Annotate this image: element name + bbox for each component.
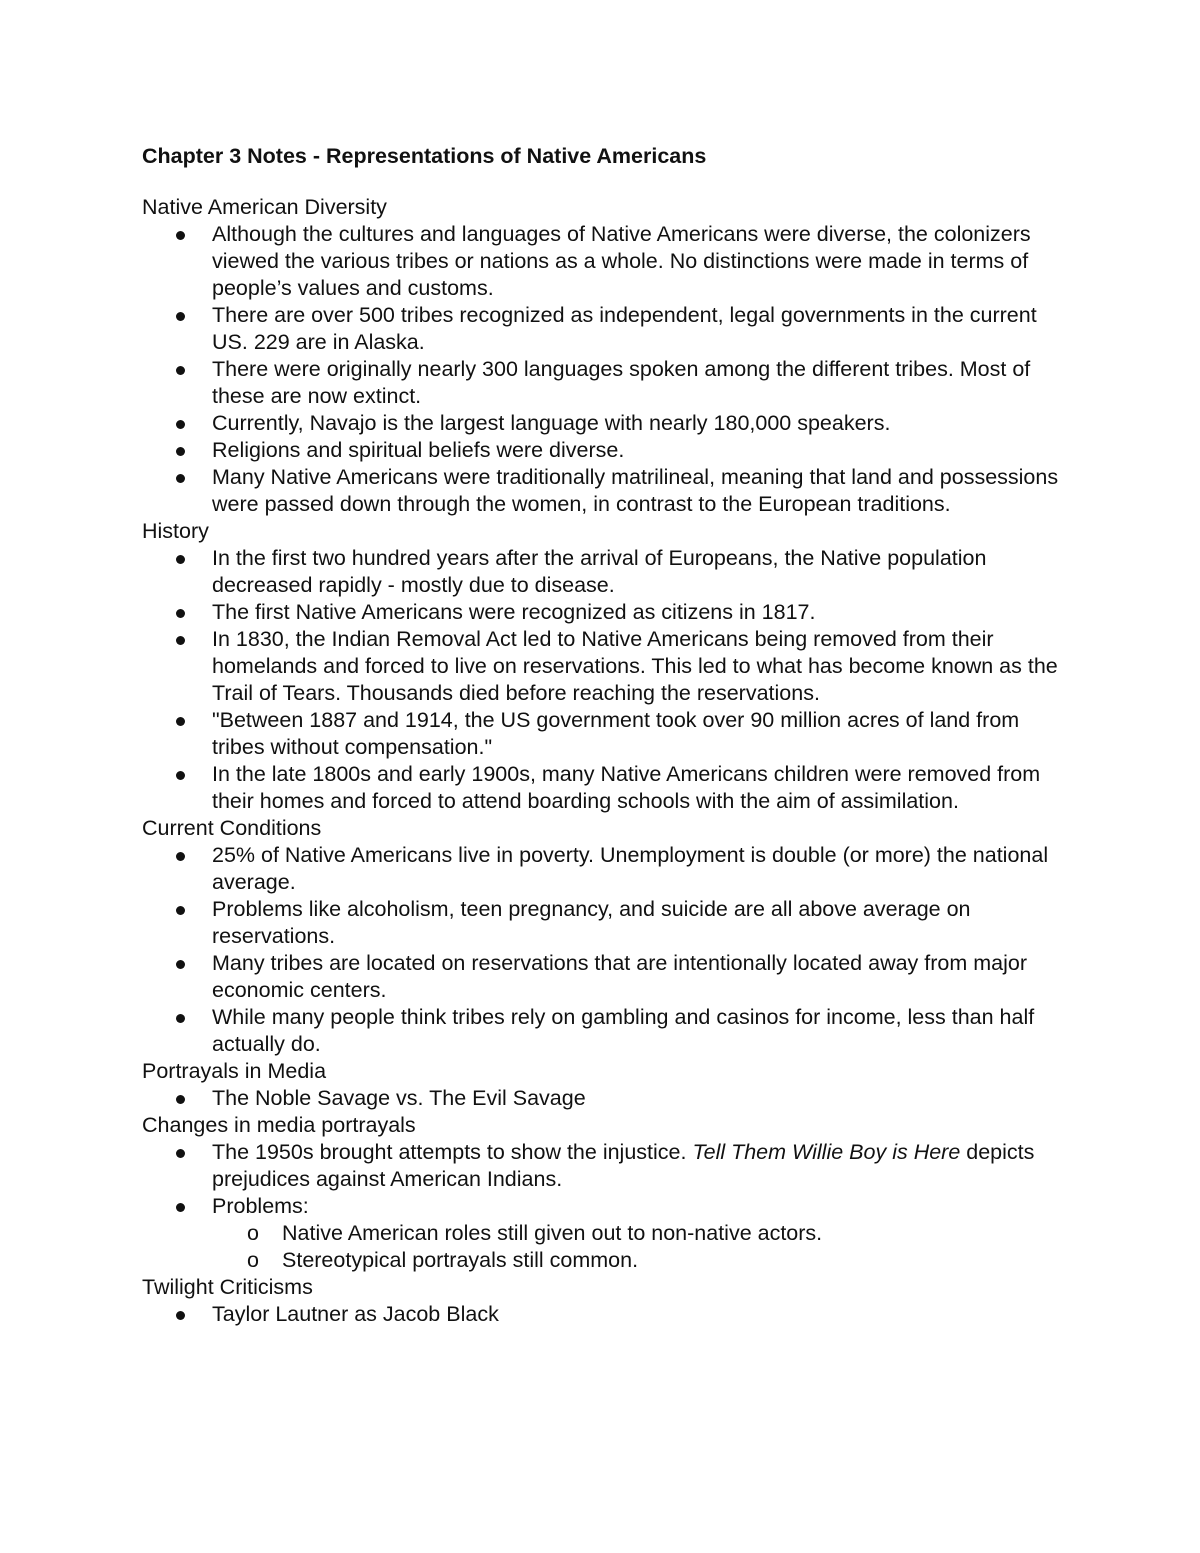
list-item: 25% of Native Americans live in poverty. Unemployment is double (or more) the national average. <box>142 842 1072 896</box>
list-item: Many tribes are located on reservations that are intentionally located away from major economic centers. <box>142 950 1072 1004</box>
bullet-icon <box>176 771 185 780</box>
diversity-list <box>142 221 1072 518</box>
bullet-icon <box>176 231 185 240</box>
section-heading-twilight: Twilight Criticisms <box>142 1275 313 1299</box>
problems-sublist <box>212 1220 1072 1274</box>
list-item: Many Native Americans were traditionally matrilineal, meaning that land and possessions were passed down through the women, in contrast to the European traditions. <box>142 464 1072 518</box>
sub-list-item: o Stereotypical portrayals still common. <box>247 1248 639 1272</box>
history-list <box>142 545 1072 815</box>
bullet-icon <box>176 555 185 564</box>
bullet-icon <box>176 474 185 483</box>
section-heading-diversity: Native American Diversity <box>142 195 387 219</box>
list-item: In 1830, the Indian Removal Act led to Native Americans being removed from their homelands and forced to live on reservations. This led to what has become known as the Trail of Tears. Thousands died before reaching the reservations. <box>142 626 1072 707</box>
bullet-icon <box>176 1095 185 1104</box>
list-item: In the first two hundred years after the arrival of Europeans, the Native population decreased rapidly - mostly due to disease. <box>142 545 1072 599</box>
film-title: Tell Them Willie Boy is Here <box>692 1140 961 1164</box>
list-item: Although the cultures and languages of Native Americans were diverse, the colonizers viewed the various tribes or nations as a whole. No distinctions were made in terms of people’s values and customs. <box>142 221 1072 302</box>
list-item: The Noble Savage vs. The Evil Savage <box>142 1085 1072 1112</box>
section-heading-history: History <box>142 519 209 543</box>
sub-list-item: o Native American roles still given out to non-native actors. <box>247 1221 823 1245</box>
bullet-icon <box>176 906 185 915</box>
bullet-icon <box>176 636 185 645</box>
bullet-icon <box>176 366 185 375</box>
section-heading-changes: Changes in media portrayals <box>142 1113 416 1137</box>
bullet-icon <box>176 420 185 429</box>
bullet-icon <box>176 960 185 969</box>
list-item: The 1950s brought attempts to show the injustice. Tell Them Willie Boy is Here depicts prejudices against American Indians. <box>142 1139 1072 1193</box>
document-page <box>142 140 1072 1328</box>
list-item: Taylor Lautner as Jacob Black <box>142 1301 1072 1328</box>
sub-bullet-icon: o <box>247 1248 259 1272</box>
current-conditions-list <box>142 842 1072 1058</box>
list-item: The first Native Americans were recognized as citizens in 1817. <box>142 599 1072 626</box>
bullet-icon <box>176 1149 185 1158</box>
list-item: There were originally nearly 300 languages spoken among the different tribes. Most of these are now extinct. <box>142 356 1072 410</box>
list-item: Currently, Navajo is the largest language with nearly 180,000 speakers. <box>142 410 1072 437</box>
bullet-icon <box>176 609 185 618</box>
section-heading-current-conditions: Current Conditions <box>142 816 322 840</box>
list-item: While many people think tribes rely on gambling and casinos for income, less than half actually do. <box>142 1004 1072 1058</box>
list-item: Problems like alcoholism, teen pregnancy, and suicide are all above average on reservations. <box>142 896 1072 950</box>
bullet-icon <box>176 852 185 861</box>
twilight-list <box>142 1301 1072 1328</box>
bullet-icon <box>176 717 185 726</box>
list-item: There are over 500 tribes recognized as independent, legal governments in the current US. 229 are in Alaska. <box>142 302 1072 356</box>
bullet-icon <box>176 1311 185 1320</box>
bullet-icon <box>176 1014 185 1023</box>
list-item: In the late 1800s and early 1900s, many Native Americans children were removed from their homes and forced to attend boarding schools with the aim of assimilation. <box>142 761 1072 815</box>
bullet-icon <box>176 447 185 456</box>
list-item: Religions and spiritual beliefs were diverse. <box>142 437 1072 464</box>
portrayals-list <box>142 1085 1072 1112</box>
list-item: "Between 1887 and 1914, the US government took over 90 million acres of land from tribes without compensation." <box>142 707 1072 761</box>
section-heading-portrayals: Portrayals in Media <box>142 1059 327 1083</box>
page-title: Chapter 3 Notes - Representations of Native Americans <box>142 144 707 168</box>
list-item: Problems: o Native American roles still given out to non-native actors. o Stereotypical portrayals still common. <box>142 1193 1072 1274</box>
sub-bullet-icon: o <box>247 1221 259 1245</box>
bullet-icon <box>176 312 185 321</box>
bullet-icon <box>176 1203 185 1212</box>
changes-list <box>142 1139 1072 1274</box>
